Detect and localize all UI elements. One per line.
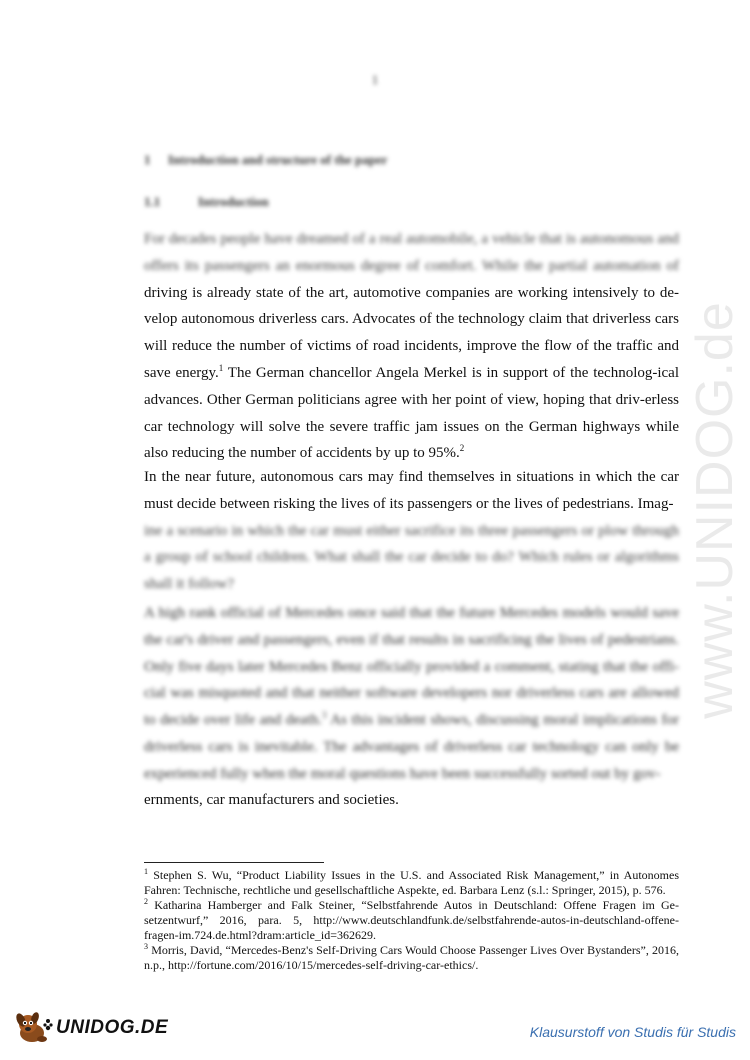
blurred-line: offers its passengers an enormous degree of comfort. While the partial automation of <box>144 257 679 274</box>
footnote-ref: 3 <box>322 710 327 721</box>
footnote <box>144 898 679 943</box>
blurred-line: For decades people have dreamed of a real automobile, a vehicle that is autonomous and <box>144 231 679 247</box>
footnote <box>144 943 679 973</box>
watermark-text: www.UNIDOG.de <box>686 301 744 719</box>
subsection-title: Introduction <box>198 194 269 209</box>
section-title: Introduction and structure of the paper <box>168 152 388 167</box>
blurred-text: ine a scenario in which the car must either sacrifice its three passengers or plow through a group of school children. What shall the car decide to do? Which rules or algorithms shall it follow? <box>144 522 679 593</box>
page-number: 1 <box>371 72 379 87</box>
footnote-text: Morris, David, “Mercedes-Benz's Self-Driving Cars Would Choose Passenger Lives Over Bystanders”, 2016, n.p., http://fortune.com/2016/10/15/mercedes-self-driving-car-ethics/. <box>144 943 680 972</box>
paragraph-3 <box>144 600 679 787</box>
footnote-number: 1 <box>144 867 148 876</box>
section-heading <box>144 152 387 168</box>
footnote-divider <box>144 862 324 863</box>
footnote-ref: 2 <box>459 443 465 454</box>
footnote-number: 2 <box>144 897 148 906</box>
footnotes <box>144 868 679 973</box>
blurred-text: As this incident shows, discussing moral implications for driverless cars is inevitable. The advantages of driverless car technology can only be experienced fully when the moral questions have been successfully sorted out by gov- <box>144 712 679 782</box>
paragraph-text: ernments, car manufacturers and societies. <box>144 792 399 808</box>
dog-icon <box>14 1011 54 1045</box>
footnote-number: 3 <box>144 942 148 951</box>
paragraph-text: The German chancellor Angela Merkel is in support of the technolog-ical advances. Other German politicians agree with her point of view, hoping that driv-erless car technology will solve the severe traffic jam issues on the German highways while also reducing the number of accidents by up to 95%. <box>144 364 680 462</box>
blurred-text: A high rank official of Mercedes once said that the future Mercedes models would save the car's driver and passengers, even if that results in sacrificing the lives of pedestrians. Only five days later Mercedes Benz officially provided a comment, stating that the offi-cial was misquoted and that neither software developers nor driverless cars are allowed to decide over life and death. <box>144 605 679 729</box>
footnote-text: Stephen S. Wu, “Product Liability Issues in the U.S. and Associated Risk Management,” in Autonomes Fahren: Technische, rechtliche und gesellschaftliche Aspekte, ed. Barbara Lenz (s.l.: Springer, 2015), p. 576. <box>144 868 680 897</box>
subsection-heading <box>144 194 269 210</box>
tagline: Klausurstoff von Studis für Studis <box>529 1024 736 1040</box>
unidog-logo[interactable] <box>14 1010 168 1046</box>
paragraph-2 <box>144 464 679 598</box>
paragraph-text: driving is already state of the art, automotive companies are working intensively to de-velop autonomous driverless cars. Advocates of the technology claim that driverless cars will reduce the number of victims of road incidents, improve the flow of the traffic and save energy. <box>144 284 679 381</box>
paragraph-1 <box>144 226 679 467</box>
paragraph-text: In the near future, autonomous cars may find themselves in situations in which the car must decide between risking the lives of its passengers or the lives of pedestrians. Imag- <box>144 469 679 512</box>
footnote-text: Katharina Hamberger and Falk Steiner, “Selbstfahrende Autos in Deutschland: Offene Fragen im Ge-setzentwurf,” 2016, para. 5, http://www.deutschlandfunk.de/selbstfahrende-autos-in-deutschland-offene-fragen-im.724.de.html?dram:article_id=362629. <box>144 898 679 942</box>
footnote-ref: 1 <box>218 362 224 373</box>
paragraph-3-end <box>144 787 679 814</box>
section-number: 1 <box>144 152 151 167</box>
footnote <box>144 868 679 898</box>
logo-text: UNIDOG.DE <box>56 1017 169 1038</box>
subsection-number: 1.1 <box>144 194 161 209</box>
